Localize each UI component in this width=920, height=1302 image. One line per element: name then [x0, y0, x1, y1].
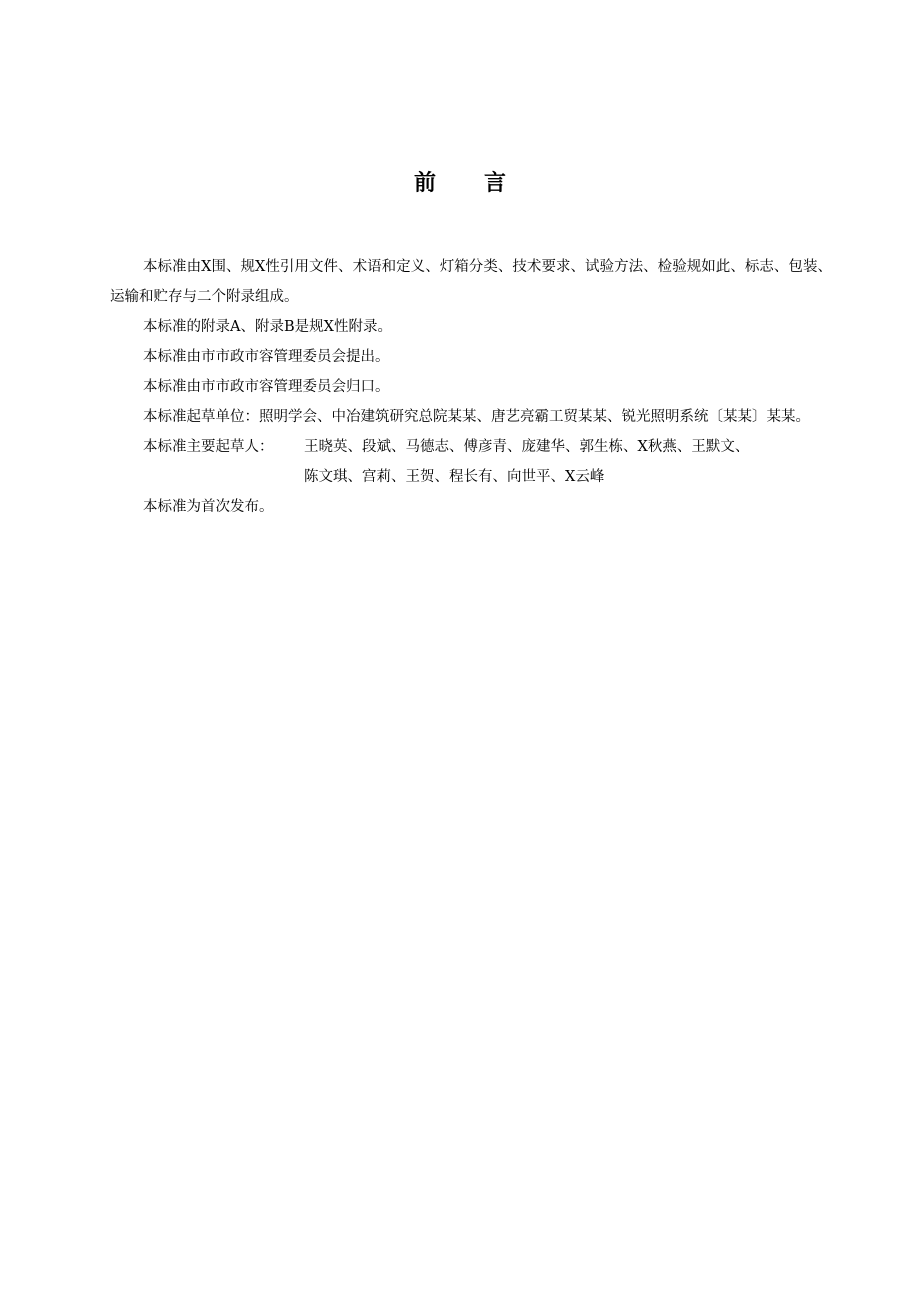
paragraph-proposer: 本标准由市市政市容管理委员会提出。 — [143, 349, 390, 365]
paragraph-drafting-units: 本标准起草单位：照明学会、中冶建筑研究总院某某、唐艺亮霸工贸某某、锐光照明系统〔某某〕某某。 — [143, 409, 810, 425]
paragraph-administrator: 本标准由市市政市容管理委员会归口。 — [143, 379, 390, 395]
drafters-block — [110, 432, 832, 492]
drafters-line-2: 陈文琪、宫莉、王贺、程长有、向世平、X云峰 — [304, 469, 605, 485]
paragraph-appendix: 本标准的附录A、附录B是规X性附录。 — [143, 319, 392, 335]
foreword-body — [110, 252, 832, 522]
drafters-line-1: 王晓英、段斌、马德志、傅彦青、庞建华、郭生栋、X秋燕、王默文、 — [304, 439, 750, 455]
paragraph-composition: 本标准由X围、规X性引用文件、术语和定义、灯箱分类、技术要求、试验方法、检验规如此、标志、包装、运输和贮存与二个附录组成。 — [110, 259, 832, 305]
paragraph-first-release: 本标准为首次发布。 — [143, 499, 274, 515]
drafters-names — [304, 432, 832, 492]
page-title: 前言 — [413, 171, 554, 196]
drafters-label: 本标准主要起草人： — [143, 439, 274, 455]
